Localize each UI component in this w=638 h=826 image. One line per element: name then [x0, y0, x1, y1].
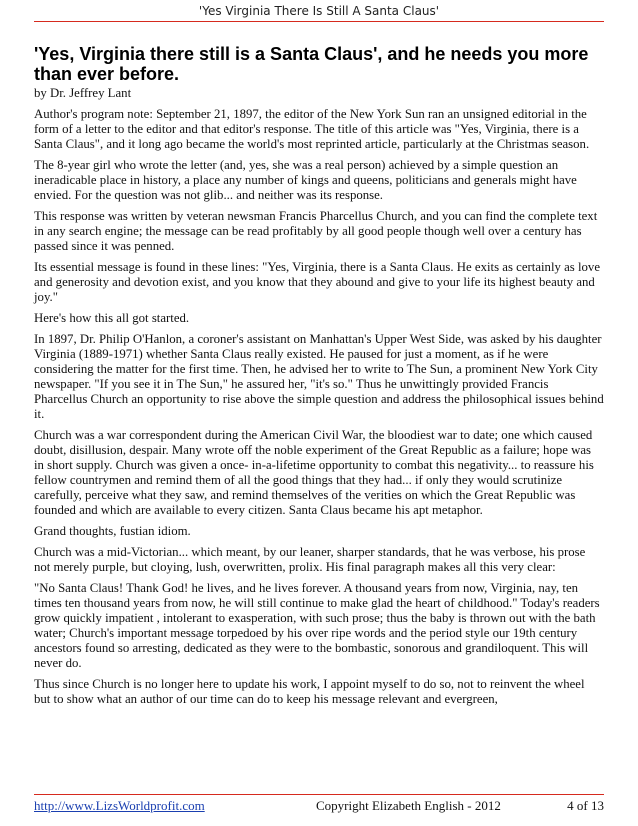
footer-link[interactable]: http://www.LizsWorldprofit.com	[34, 798, 205, 813]
paragraph-letter-writer: The 8-year girl who wrote the letter (and, yes, she was a real person) achieved by a simple question an ineradicable place in history, a place any number of kings and queens, politicians and generals might have envied. For the question was not glib... and neither was its response.	[34, 158, 577, 202]
paragraph-quote: "No Santa Claus! Thank God! he lives, and he lives forever. A thousand years from now, Virginia, nay, ten times ten thousand years from now, he will still continue to make glad the heart of childhood." Today's readers grow quickly impatient , intolerant to exasperation, with such prose; thus the baby is thrown out with the bath water; Church's important message torpedoed by his over ripe words and the period style our 19th century ancestors found so arresting, dedicated as they were to the bombastic, sonorous and grandiloquent. This will never do.	[34, 581, 600, 670]
byline: by Dr. Jeffrey Lant	[34, 86, 132, 100]
page-number: 4 of 13	[567, 798, 604, 813]
running-header: 'Yes Virginia There Is Still A Santa Claus'	[34, 4, 604, 22]
paragraph-program-note: Author's program note: September 21, 1897, the editor of the New York Sun ran an unsigned editorial in the form of a letter to the editor and that editor's response. The title of this article was "Yes, Virginia, there is a Santa Claus", and it long ago became the world's most reprinted article, particularly at the Christmas season.	[34, 107, 590, 151]
article-body	[34, 44, 604, 713]
paragraph-ohanlon: In 1897, Dr. Philip O'Hanlon, a coroner's assistant on Manhattan's Upper West Side, was asked by his daughter Virginia (1889-1971) whether Santa Claus really existed. He paused for just a moment, as if he were considering the matter for the first time. Then, he advised her to write to The Sun, a prominent New York City newspaper. "If you see it in The Sun," he assured her, "it's so." Thus he unwittingly provided Francis Pharcellus Church an opportunity to rise above the simple question and address the philosophical issues behind it.	[34, 332, 604, 421]
paragraph-how-it-started: Here's how this all got started.	[34, 311, 190, 325]
paragraph-civil-war: Church was a war correspondent during the American Civil War, the bloodiest war to date; one which caused doubt, disillusion, despair. Many wrote off the noble experiment of the Great Republic as a failure; hope was in short supply. Church was given a once- in-a-lifetime opportunity to combat this negativity... to reassure his fellow countrymen and remind them of all the good things that they had... if only they would scrutinize carefully, perceive what they saw, and remind themselves of the verities on which the Great Republic was founded and which are available to every citizen. Santa Claus became his apt metaphor.	[34, 428, 594, 517]
paragraph-mid-victorian: Church was a mid-Victorian... which meant, by our leaner, sharper standards, that he was verbose, his prose not merely purple, but cloying, lush, overwritten, prolix. His final paragraph makes all this very clear:	[34, 545, 586, 574]
page-footer	[34, 794, 604, 815]
paragraph-essential-message: Its essential message is found in these lines: "Yes, Virginia, there is a Santa Claus. He exits as certainly as love and generosity and devotion exist, and you know that they abound and give to your life its highest beauty and joy."	[34, 260, 600, 304]
footer-copyright: Copyright Elizabeth English - 2012	[316, 798, 501, 813]
paragraph-grand-thoughts: Grand thoughts, fustian idiom.	[34, 524, 191, 538]
paragraph-response-author: This response was written by veteran newsman Francis Pharcellus Church, and you can find the complete text in any search engine; the message can be read profitably by all good people though well over a century has passed since it was penned.	[34, 209, 598, 253]
paragraph-update: Thus since Church is no longer here to update his work, I appoint myself to do so, not to reinvent the wheel but to show what an author of our time can do to keep his message relevant and evergreen,	[34, 677, 585, 706]
article-title: 'Yes, Virginia there still is a Santa Claus', and he needs you more than ever before.	[34, 44, 589, 84]
